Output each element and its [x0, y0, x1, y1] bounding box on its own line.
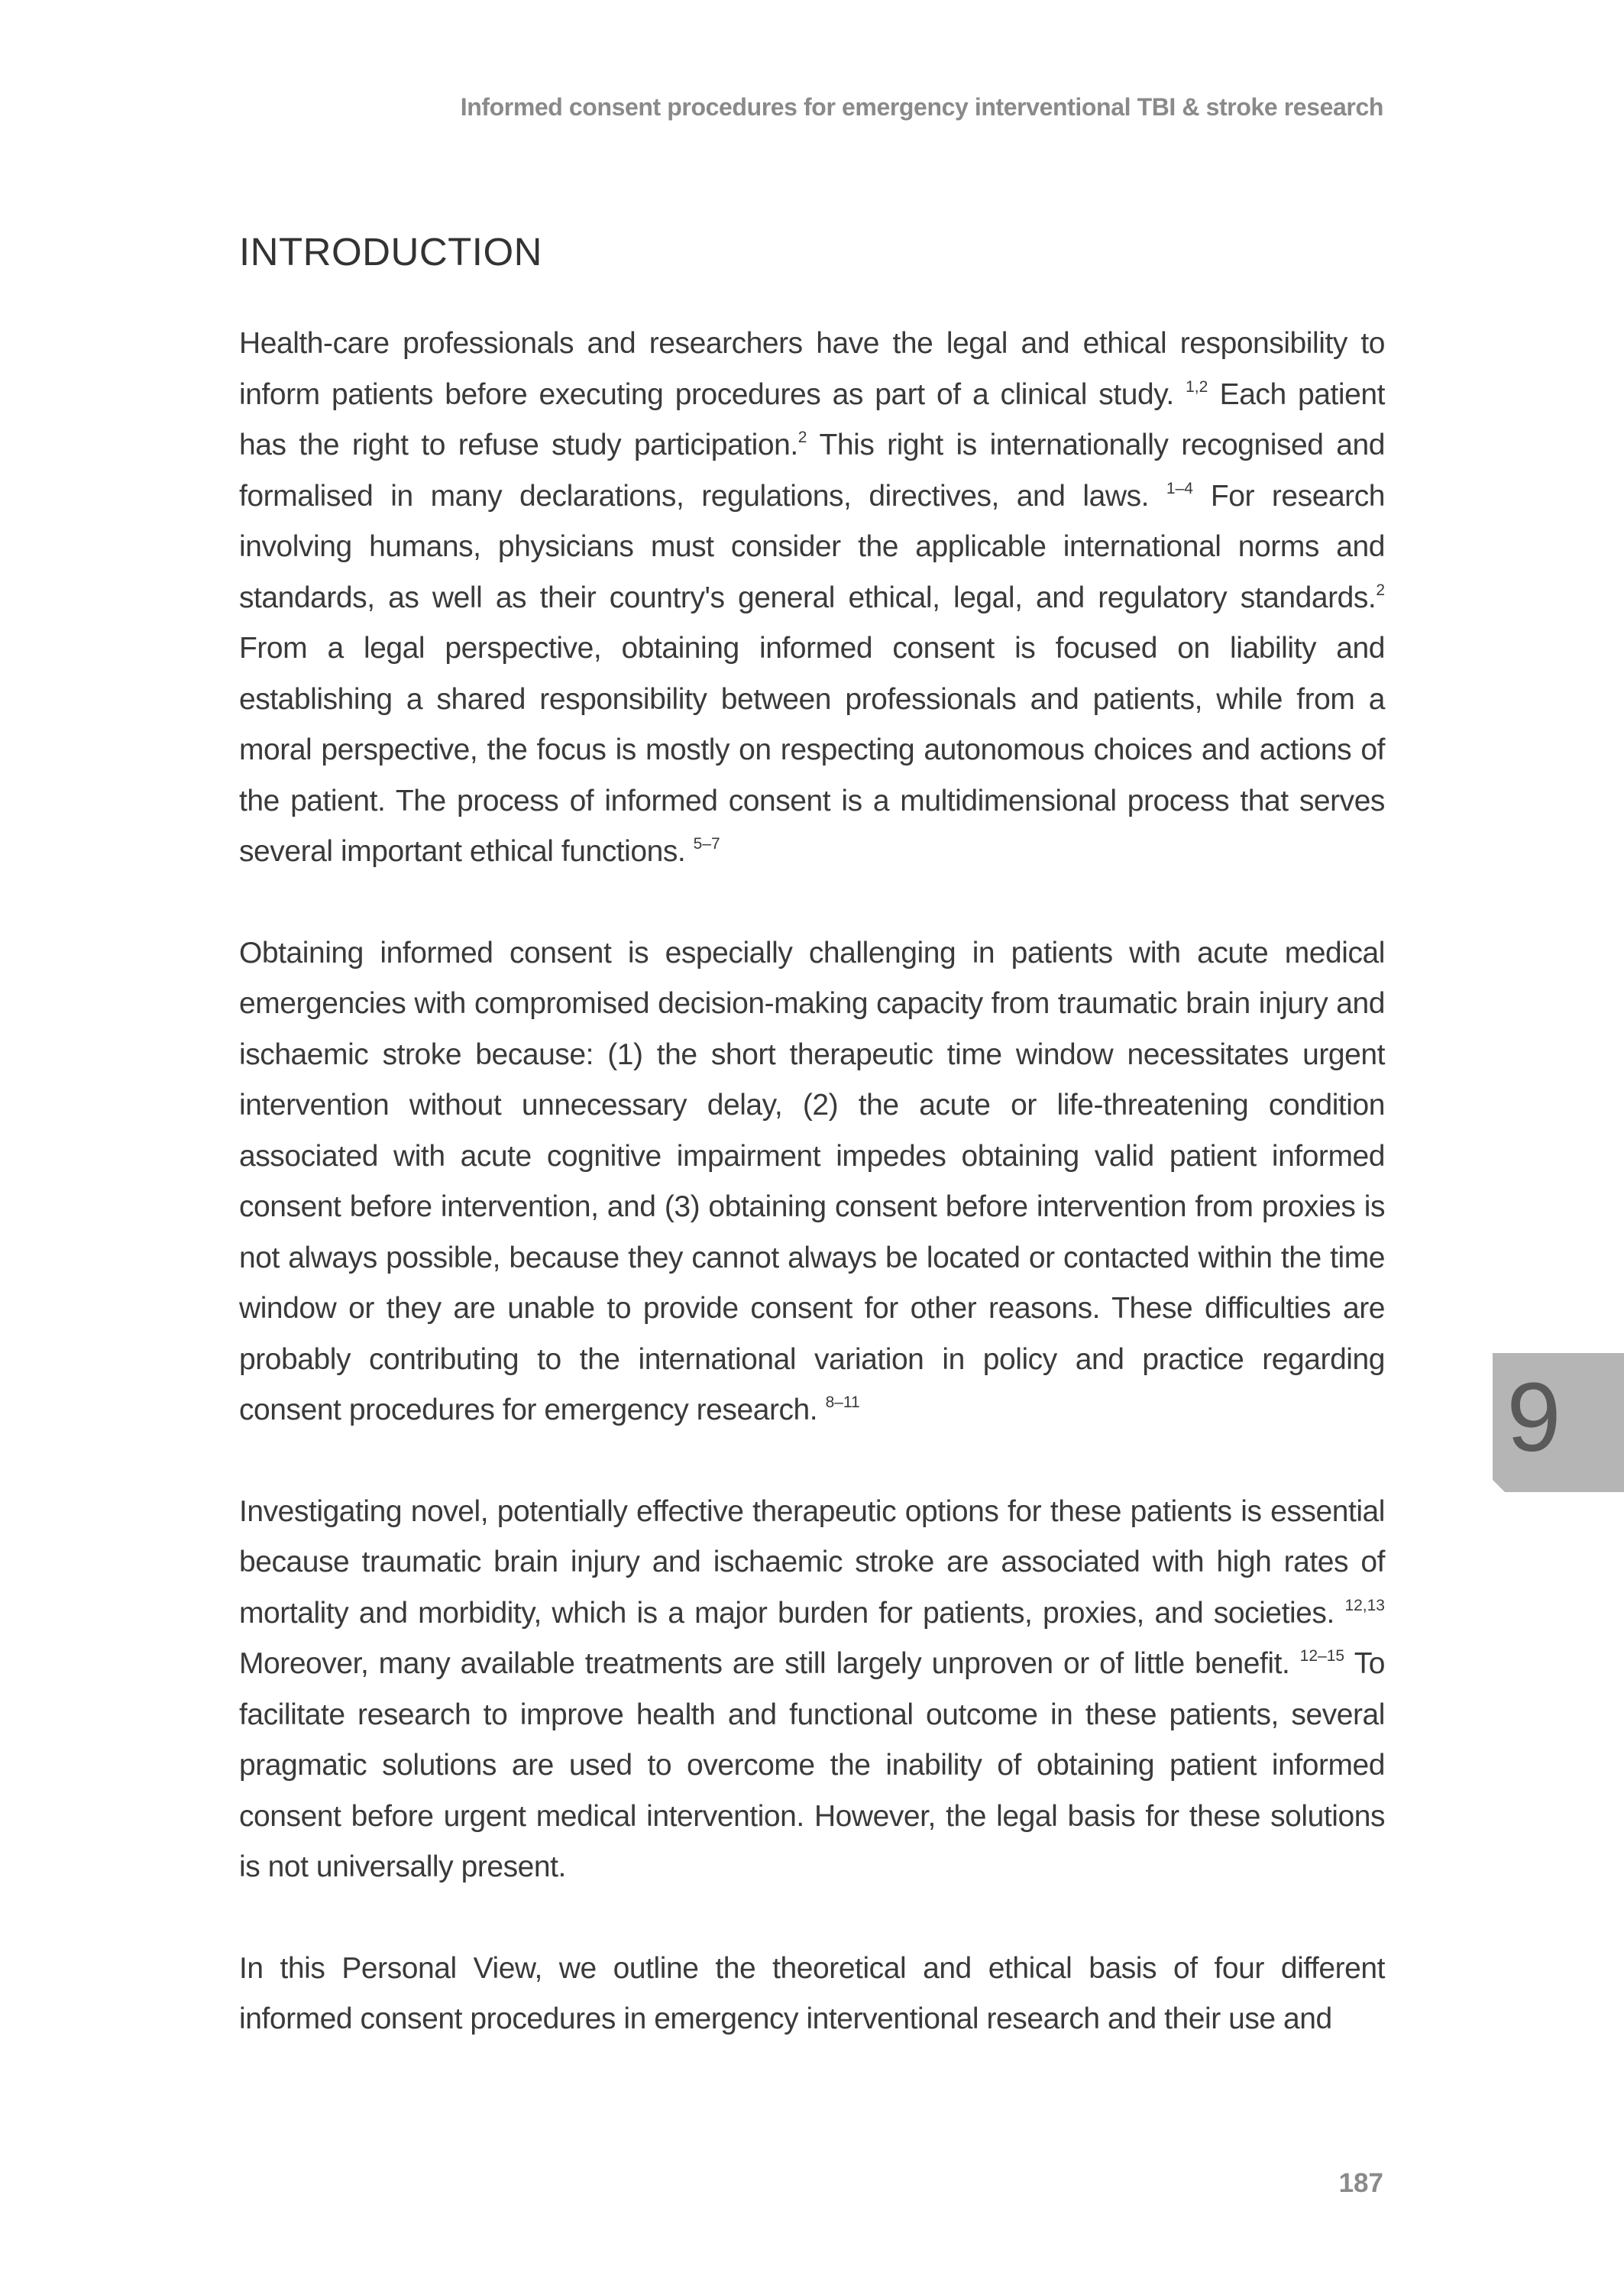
- paragraph-text: This right is internationally recognised and formalised in many declarations, regulations, directives, and laws.: [239, 429, 1386, 513]
- paragraph-3: [239, 1487, 1385, 1893]
- paragraph-text: Health-care professionals and researchers have the legal and ethical responsibility to inform patients before executing procedures as part of a clinical study.: [239, 327, 1385, 411]
- page-number: 187: [1338, 2168, 1383, 2198]
- citation: 2: [797, 429, 807, 446]
- citation: 8–11: [825, 1394, 860, 1411]
- paragraph-2: [239, 928, 1385, 1436]
- paragraph-text: From a legal perspective, obtaining informed consent is focused on liability and establishing a shared responsibility between professionals and patients, while from a moral perspective, the focus is mostly on respecting autonomous choices and actions of the patient. The process of informed consent is a multidimensional process that serves several important ethical functions.: [239, 632, 1385, 868]
- paragraph-1: [239, 319, 1385, 878]
- paragraph-text: Obtaining informed consent is especially challenging in patients with acute medical emergencies with compromised decision-making capacity from traumatic brain injury and ischaemic stroke because: (1) the short therapeutic time window necessitates urgent intervention without unnecessary delay, (2) the acute or life-threatening condition associated with acute cognitive impairment impedes obtaining valid patient informed consent before intervention, and (3) obtaining consent before intervention from proxies is not always possible, because they cannot always be located or contacted within the time window or they are unable to provide consent for other reasons. These difficulties are probably contributing to the international variation in policy and practice regarding consent procedures for emergency research.: [239, 936, 1385, 1426]
- paragraph-text: Investigating novel, potentially effective therapeutic options for these patients is essential because traumatic brain injury and ischaemic stroke are associated with high rates of mortality and morbidity, which is a major burden for patients, proxies, and societies.: [239, 1494, 1385, 1630]
- citation: 12,13: [1344, 1596, 1385, 1614]
- paragraph-text: Each patient has the right to refuse study participation.: [239, 377, 1385, 461]
- chapter-number: 9: [1506, 1363, 1561, 1472]
- paragraph-text: To facilitate research to improve health and functional outcome in these patients, several pragmatic solutions are used to overcome the inability of obtaining patient informed consent before urgent medical intervention. However, the legal basis for these solutions is not universally present.: [239, 1647, 1385, 1883]
- citation: 2: [1376, 581, 1385, 599]
- paragraph-text: In this Personal View, we outline the theoretical and ethical basis of four different informed consent procedures in emergency interventional research and their use and: [239, 1951, 1385, 2035]
- section-heading: INTRODUCTION: [239, 230, 542, 274]
- citation: 12–15: [1299, 1647, 1345, 1665]
- running-header: Informed consent procedures for emergency interventional TBI & stroke research: [460, 93, 1383, 121]
- citation: 5–7: [693, 835, 720, 853]
- paragraph-text: Moreover, many available treatments are still largely unproven or of little benefit.: [239, 1647, 1290, 1680]
- main-content: [239, 229, 1385, 2096]
- paragraph-text: For research involving humans, physicians must consider the applicable international norms and standards, as well as their country's general ethical, legal, and regulatory standards.: [239, 479, 1386, 614]
- citation: 1–4: [1166, 479, 1193, 497]
- paragraph-4: [239, 1944, 1385, 2045]
- citation: 1,2: [1186, 377, 1208, 396]
